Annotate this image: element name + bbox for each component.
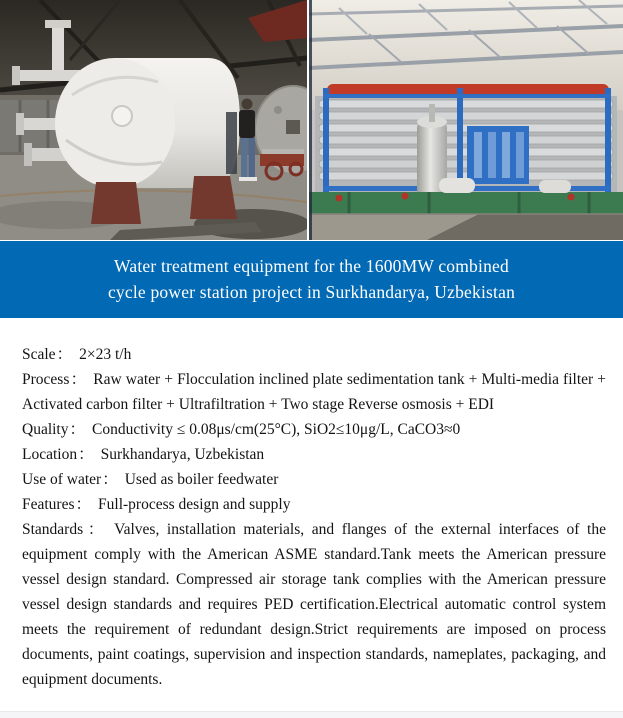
- spec-label: Scale: [22, 346, 56, 363]
- factory-tank-photo: [0, 0, 307, 240]
- photo-row: [0, 0, 623, 240]
- spec-colon: ：: [84, 521, 108, 538]
- membrane-rack: [315, 96, 617, 192]
- spec-colon: ：: [102, 471, 118, 488]
- spec-value: Used as boiler feedwater: [124, 471, 279, 488]
- project-title-banner: [0, 241, 623, 318]
- spec-use-of-water: [22, 467, 606, 492]
- banner-title-line1: Water treatment equipment for the 1600MW combined: [114, 256, 509, 276]
- spec-quality: [22, 417, 606, 442]
- spec-value: Raw water + Flocculation inclined plate sedimentation tank + Multi-media filter + Activated carbon filter + Ultrafiltration + Two stage Reverse osmosis + EDI: [22, 371, 606, 413]
- spec-colon: ：: [70, 371, 87, 388]
- spec-label: Use of water: [22, 471, 102, 488]
- spec-label: Location: [22, 446, 78, 463]
- spec-location: [22, 442, 606, 467]
- spec-label: Process: [22, 371, 70, 388]
- spec-process: [22, 367, 606, 417]
- spec-colon: ：: [56, 346, 73, 363]
- spec-label: Features: [22, 496, 75, 513]
- spec-value: Valves, installation materials, and flanges of the external interfaces of the equipment comply with the American ASME standard.Tank meets the American pressure vessel design standard. Compressed air storage tank complies with the American pressure vessel design standards and requires PED certification.Electrical automatic control system meets the requirement of redundant design.Strict requirements are imposed on process documents, paint coatings, supervision and inspection standards, nameplates, packaging, and equipment documents.: [22, 521, 606, 688]
- spec-colon: ：: [78, 446, 94, 463]
- spec-value: 2×23 t/h: [79, 346, 132, 363]
- spec-features: [22, 492, 606, 517]
- bottom-section-divider: [0, 711, 623, 718]
- red-cart: [260, 149, 304, 179]
- spec-value: Full-process design and supply: [98, 496, 291, 513]
- spec-value: Conductivity ≤ 0.08μs/cm(25°C), SiO2≤10μg/L, CaCO3≈0: [92, 421, 461, 438]
- spec-label: Standards: [22, 521, 84, 538]
- spec-standards: [22, 517, 606, 692]
- spec-colon: ：: [69, 421, 86, 438]
- spec-sheet: [0, 318, 623, 692]
- water-treatment-plant-photo: [309, 0, 623, 240]
- spec-scale: [22, 342, 606, 367]
- spec-label: Quality: [22, 421, 69, 438]
- spec-colon: ：: [75, 496, 92, 513]
- banner-title-line2: cycle power station project in Surkhandarya, Uzbekistan: [107, 281, 516, 302]
- spec-value: Surkhandarya, Uzbekistan: [100, 446, 265, 463]
